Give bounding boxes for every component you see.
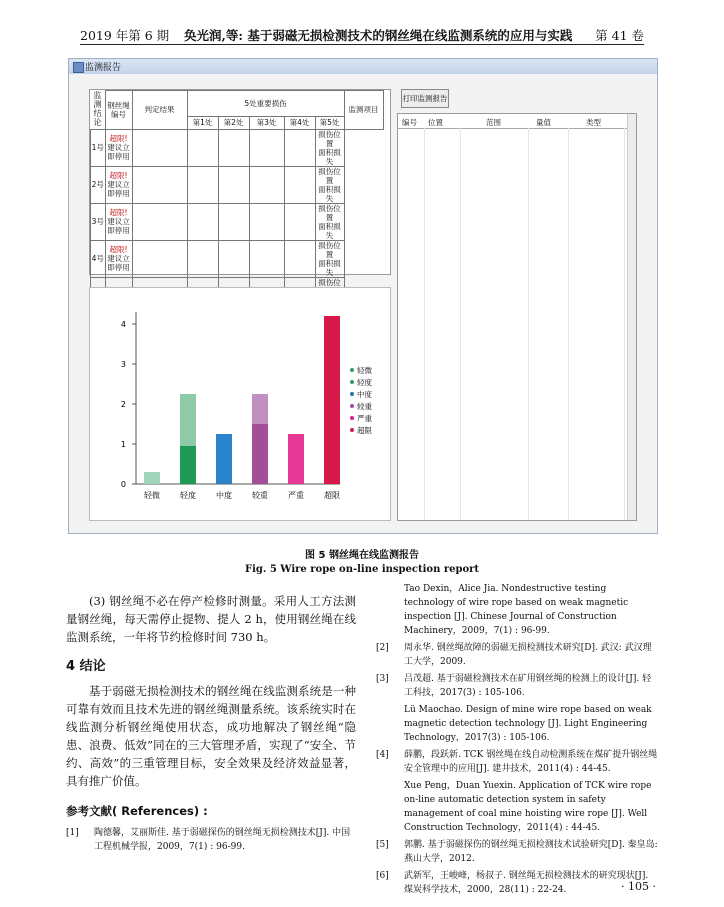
paragraph: 基于弱磁无损检测技术的钢丝绳在线监测系统是一种可靠有效而且技术先进的钢丝绳测量系统。该系统实时在线监测分析钢丝绳使用状态，成功地解决了钢丝绳“隐患、浪费、低效”同在的三大管理矛盾，实现了“安全、节约、高效”的三重管理目标，安全效果及经济效益显著，具有推广价值。: [66, 684, 356, 788]
running-header: [80, 24, 644, 45]
spot-cell: [284, 240, 315, 277]
reference-item: Tao Dexin，Alice Jia. Nondestructive testing technology of wire rope based on weak magnetic inspection [J]. Chinese Journal of Construction Machinery，2009，7(1) : 96-99.: [404, 584, 629, 636]
rope-id-cell: 4号: [91, 240, 106, 277]
legend-label: 中度: [357, 390, 372, 399]
window-icon: [73, 62, 84, 73]
result-header: 判定结果: [132, 91, 187, 130]
result-cell: 超限! 建议立即停用: [105, 129, 132, 166]
rope-id-cell: 3号: [91, 203, 106, 240]
window-titlebar: [69, 59, 657, 74]
spot-header: 第5处: [315, 116, 344, 129]
col-value: 量值: [536, 118, 551, 127]
x-tick-label: 中度: [216, 491, 232, 500]
bar-segment: [252, 424, 268, 484]
spot-cell: [284, 129, 315, 166]
spot-cell: [132, 240, 187, 277]
spot-cell: [132, 203, 187, 240]
col-type: 类型: [586, 118, 601, 127]
spot-header: 第4处: [284, 116, 315, 129]
spot-cell: [187, 166, 218, 203]
bar: [216, 434, 232, 484]
right-column: [376, 582, 658, 900]
col-range: 范围: [486, 118, 501, 127]
result-cell: 超限! 建议立即停用: [105, 240, 132, 277]
x-tick-label: 严重: [288, 491, 304, 500]
spot-cell: [249, 203, 284, 240]
bar-segment: [180, 446, 196, 484]
result-cell: 超限! 建议立即停用: [105, 166, 132, 203]
y-tick-label: 2: [120, 400, 126, 409]
items-header: 监测项目: [344, 91, 383, 130]
rope-id-cell: 2号: [91, 166, 106, 203]
damage-chart-panel: [89, 287, 391, 521]
result-cell: 超限! 建议立即停用: [105, 203, 132, 240]
spot-header: 第1处: [187, 116, 218, 129]
report-row: [91, 203, 384, 240]
list-scrollbar[interactable]: [627, 114, 636, 520]
x-tick-label: 较重: [252, 491, 268, 500]
reference-item: Lü Maochao. Design of mine wire rope based on weak magnetic detection technology [J]. Light Engineering Technology，2017(3) : 105-106.: [404, 705, 652, 743]
spot-cell: [284, 203, 315, 240]
col-id: 编号: [402, 118, 417, 127]
reference-item: [3] 吕茂超. 基于弱磁检测技术在矿用钢丝绳的检测上的设计[J]. 轻工科技，2017(3) : 105-106.: [376, 674, 652, 698]
reference-item: [4] 薛鹏，段跃新. TCK 钢丝绳在线自动检测系统在煤矿提升钢丝绳安全管理中的应用[J]. 建井技术，2011(4) : 44-45.: [376, 750, 658, 774]
references-heading: 参考文献( References) :: [66, 804, 208, 818]
report-table-panel: [89, 89, 391, 287]
spot-header: 第3处: [249, 116, 284, 129]
y-tick-label: 1: [120, 440, 126, 449]
spot-cell: [132, 129, 187, 166]
paragraph: (3) 钢丝绳不必在停产检修时测量。采用人工方法测量钢丝绳，每天需停止提物、提人 2 h，使用钢丝绳在线监测系统，一年将节约检修时间 730 h。: [66, 594, 356, 644]
spot-cell: [249, 129, 284, 166]
spot-cell: [187, 240, 218, 277]
rope-id-cell: 1号: [91, 129, 106, 166]
items-cell: 损伤位置 面积损失: [315, 166, 344, 203]
legend-label: 轻微: [357, 366, 372, 375]
reference-item: [5] 郭鹏. 基于弱磁探伤的钢丝绳无损检测技术试验研究[D]. 秦皇岛: 燕山大学，2012.: [376, 840, 658, 864]
spot-cell: [218, 166, 249, 203]
bar: [324, 316, 340, 484]
report-row: [91, 166, 384, 203]
spot-header: 第2处: [218, 116, 249, 129]
damage-list-header: [398, 114, 636, 129]
issue-label: 2019 年第 6 期: [80, 28, 170, 43]
spot-cell: [249, 240, 284, 277]
running-title: 奂光润,等: 基于弱磁无损检测技术的钢丝绳在线监测系统的应用与实践: [184, 28, 573, 43]
legend-marker: [350, 392, 354, 396]
spot-cell: [187, 129, 218, 166]
spot-cell: [132, 166, 187, 203]
items-cell: 损伤位: [315, 277, 344, 314]
figure-caption-en: Fig. 5 Wire rope on-line inspection report: [245, 564, 479, 575]
x-tick-label: 超限: [324, 491, 340, 500]
legend-marker: [350, 380, 354, 384]
five-spot-header: 5处重要损伤: [187, 91, 344, 117]
items-cell: 损伤位置 面积损失: [315, 240, 344, 277]
legend-label: 较重: [357, 402, 372, 411]
damage-list[interactable]: [397, 113, 637, 521]
spot-cell: [218, 203, 249, 240]
y-tick-label: 0: [120, 480, 126, 489]
legend-label: 严重: [357, 414, 372, 423]
reference-item: [1] 陶德馨，艾丽斯佳. 基于弱磁探伤的钢丝绳无损检测技术[J]. 中国工程机械学报，2009，7(1) : 96-99.: [66, 828, 351, 852]
x-tick-label: 轻度: [180, 491, 196, 500]
y-tick-label: 4: [120, 320, 126, 329]
x-tick-label: 轻微: [144, 491, 160, 500]
items-cell: 损伤位置 面积损失: [315, 129, 344, 166]
bar: [288, 434, 304, 484]
page-number: · 105 ·: [621, 880, 656, 893]
legend-marker: [350, 404, 354, 408]
reference-item: Xue Peng，Duan Yuexin. Application of TCK wire rope on-line automatic detection system in safety management of coal mine hoisting wire rope [J]. Well Construction Technology，2011(4) : 44-45.: [404, 781, 652, 833]
damage-bar-chart: [90, 288, 390, 520]
rope-header: 钢丝绳编号: [105, 91, 132, 130]
reference-item: [2] 周永华. 钢丝绳故障的弱磁无损检测技术研究[D]. 武汉: 武汉理工大学，2009.: [376, 643, 652, 667]
y-tick-label: 3: [120, 360, 126, 369]
legend-marker: [350, 428, 354, 432]
left-column: [66, 592, 356, 857]
window-title: 监测报告: [85, 63, 122, 73]
col-position: 位置: [428, 118, 443, 127]
spot-cell: [249, 166, 284, 203]
spot-cell: [218, 129, 249, 166]
spot-cell: [187, 203, 218, 240]
spot-cell: [218, 240, 249, 277]
report-screenshot: [68, 58, 658, 534]
volume-label: 第 41 卷: [595, 28, 644, 43]
report-row: [91, 240, 384, 277]
spot-cell: [284, 166, 315, 203]
legend-label: 超限: [357, 426, 372, 435]
legend-marker: [350, 368, 354, 372]
side-label: 监测结论: [93, 90, 102, 127]
reference-item: [6] 武新军，王峻峰，杨叔子. 钢丝绳无损检测技术的研究现状[J]. 煤炭科学技术，2000，28(11) : 22-24.: [376, 871, 649, 895]
items-cell: 损伤位置 面积损失: [315, 203, 344, 240]
report-row: [91, 129, 384, 166]
legend-marker: [350, 416, 354, 420]
figure-caption-cn: 图 5 钢丝绳在线监测报告: [305, 550, 419, 561]
bar: [144, 472, 160, 484]
legend-label: 轻度: [357, 378, 372, 387]
print-report-button[interactable]: 打印监测报告: [401, 89, 449, 108]
section-heading: 4 结论: [66, 659, 106, 674]
side-cell: [91, 91, 106, 130]
